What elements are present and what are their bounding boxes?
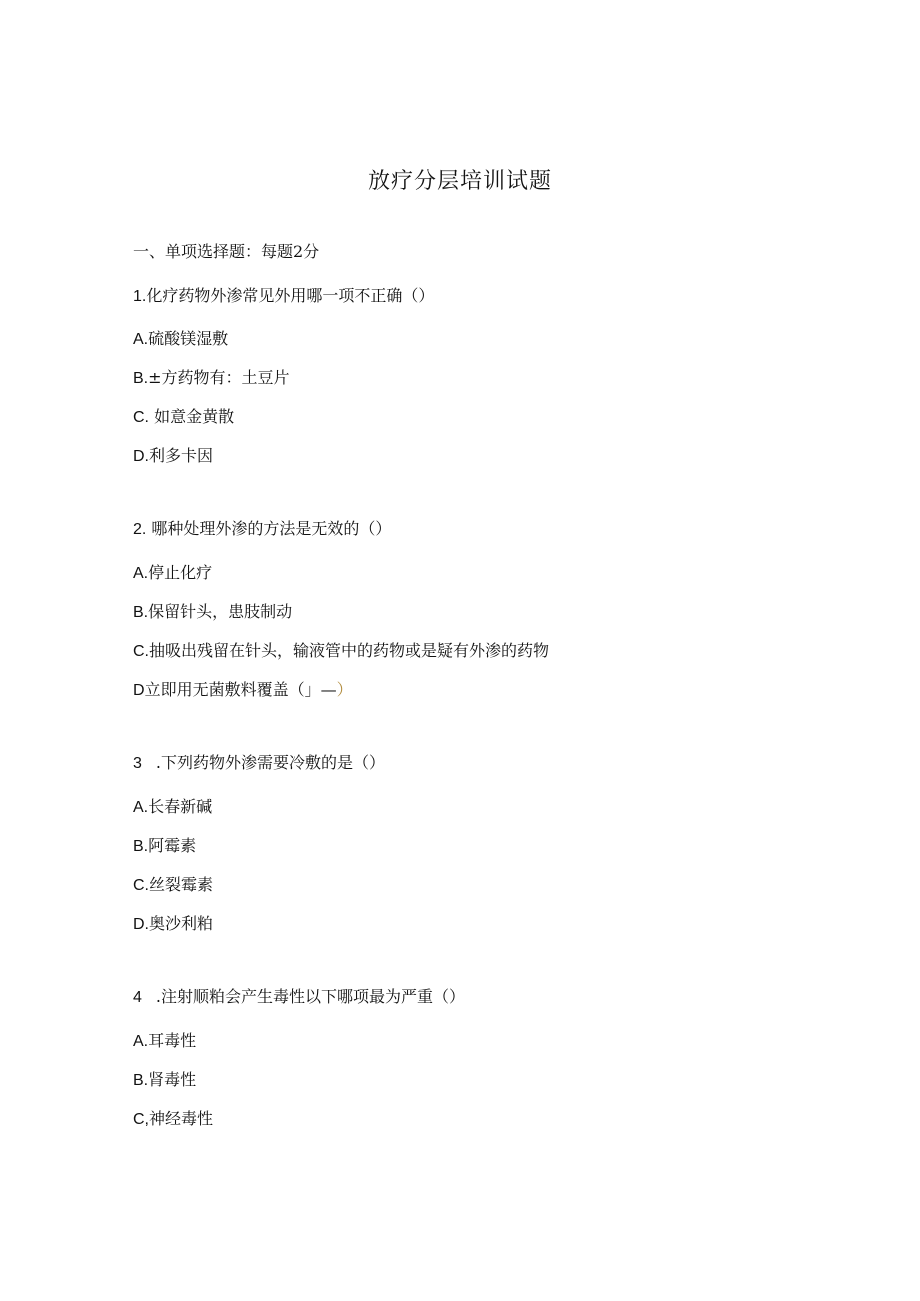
- document-title: 放疗分层培训试题: [367, 169, 552, 194]
- question-number: 2.: [133, 521, 147, 538]
- option-text: 阿霉素: [148, 836, 197, 855]
- option-letter: C,: [133, 1111, 149, 1128]
- question-number: 1.: [133, 288, 147, 305]
- option-text: 神经毒性: [149, 1109, 214, 1128]
- option-letter: B.: [133, 838, 149, 855]
- option-text: 利多卡因: [149, 446, 214, 465]
- section-heading: 一、单项选择题：每题2分: [133, 242, 320, 261]
- question-2-option-a: [133, 562, 212, 585]
- question-1-option-c: [133, 406, 234, 429]
- question-number: 3: [133, 755, 142, 772]
- option-letter: D: [133, 682, 145, 699]
- question-text: 化疗药物外渗常见外用哪一项不正确（）: [146, 286, 435, 305]
- option-text: 保留针头，患肢制动: [148, 602, 293, 621]
- question-number: 4: [133, 989, 142, 1006]
- option-letter: B.: [133, 1072, 149, 1089]
- option-text: 耳毒性: [148, 1031, 197, 1050]
- question-1-option-d: [133, 445, 213, 468]
- option-text: 奥沙利粕: [149, 914, 214, 933]
- question-3-option-a: [133, 796, 212, 819]
- option-letter: D.: [133, 448, 149, 465]
- question-text: .注射顺粕会产生毒性以下哪项最为严重（）: [155, 987, 465, 1006]
- question-text: .下列药物外渗需要冷敷的是（）: [155, 753, 385, 772]
- question-1-option-b: [133, 367, 290, 390]
- option-letter: A.: [133, 799, 149, 816]
- question-4-option-b: [133, 1069, 196, 1092]
- question-4-stem: [133, 986, 465, 1009]
- question-2-option-d: [133, 679, 353, 702]
- option-text: 如意金黄散: [149, 407, 235, 426]
- option-text: 停止化疗: [148, 563, 213, 582]
- question-3-stem: [133, 752, 385, 775]
- option-text: 肾毒性: [148, 1070, 197, 1089]
- option-text: 硫酸镁湿敷: [148, 329, 229, 348]
- question-2-option-c: [133, 640, 549, 663]
- question-2-option-b: [133, 601, 292, 624]
- question-3-option-b: [133, 835, 196, 858]
- option-text-tail: ）: [336, 680, 353, 699]
- option-letter: A.: [133, 1033, 149, 1050]
- option-text: 长春新碱: [148, 797, 213, 816]
- question-text: 哪种处理外渗的方法是无效的（）: [146, 519, 392, 538]
- option-letter: A.: [133, 565, 149, 582]
- question-1-stem: [133, 285, 434, 308]
- option-text: 丝裂霉素: [149, 875, 214, 894]
- option-text: ±方药物有：土豆片: [148, 368, 290, 387]
- option-text: 立即用无菌敷料覆盖（」—: [144, 680, 337, 699]
- option-letter: B.: [133, 604, 149, 621]
- question-3-option-c: [133, 874, 213, 897]
- option-letter: B.: [133, 370, 149, 387]
- question-1-option-a: [133, 328, 228, 351]
- question-3-option-d: [133, 913, 213, 936]
- option-letter: C.: [133, 409, 149, 426]
- question-4-option-c: [133, 1108, 213, 1131]
- option-text: 抽吸出残留在针头，输液管中的药物或是疑有外渗的药物: [149, 641, 550, 660]
- question-4-option-a: [133, 1030, 196, 1053]
- option-letter: A.: [133, 331, 149, 348]
- option-letter: D.: [133, 916, 149, 933]
- question-2-stem: [133, 518, 391, 541]
- option-letter: C.: [133, 643, 149, 660]
- option-letter: C.: [133, 877, 149, 894]
